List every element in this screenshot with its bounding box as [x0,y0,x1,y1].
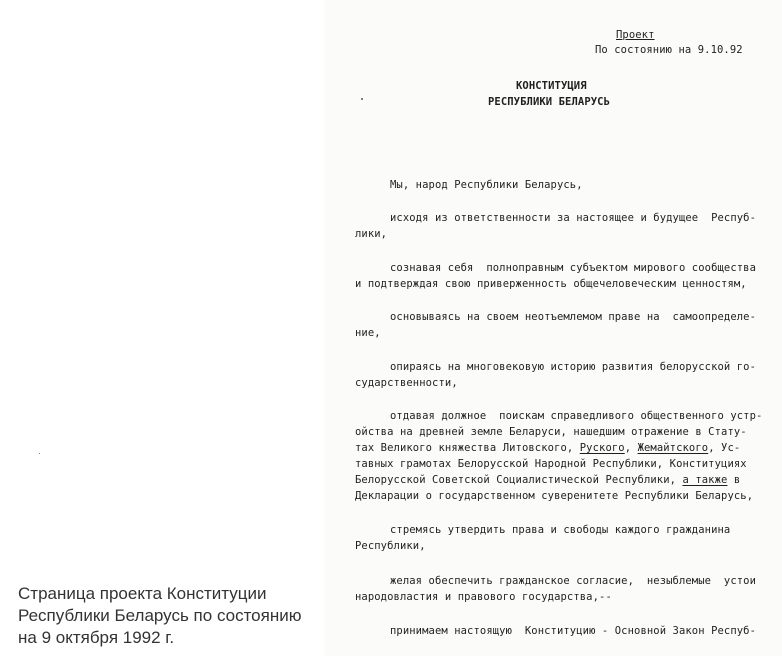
preamble-line: ойства на древней земле Беларуси, нашедшим отражение в Стату- [355,426,747,438]
preamble-line: желая обеспечить гражданское согласие, незыблемые устои [390,575,757,587]
caption-line: на 9 октября 1992 г. [18,628,175,647]
preamble-line: и подтверждая свою приверженность общечеловеческим ценностям, [355,278,747,290]
preamble-line: стремясь утвердить права и свободы каждого гражданина [390,524,731,536]
preamble-line: тах Великого княжества Литовского, Руского, Жемайтского, Ус- [355,442,741,454]
preamble-line: лики, [355,228,388,240]
image-caption [18,583,323,649]
preamble-line: Мы, народ Республики Беларусь, [390,179,583,191]
document-page-scan [325,0,782,656]
preamble-line: ние, [355,327,381,339]
scan-speck [361,98,363,100]
preamble-line: основываясь на своем неотъемлемом праве на самоопределе- [390,311,757,323]
draft-label: Проект [616,29,655,41]
preamble-line: Декларации о государственном суверенитете Республики Беларусь, [355,490,754,502]
preamble-line: сознавая себя полноправным субъектом мирового сообщества [390,262,757,274]
preamble-line: исходя из ответственности за настоящее и будущее Респуб- [390,212,757,224]
preamble-line: Республики, [355,540,426,552]
caption-line: Страница проекта Конституции [18,584,267,603]
caption-line: Республики Беларусь по состоянию [18,606,302,625]
scan-speck [39,453,40,454]
preamble-line: принимаем настоящую Конституцию - Основной Закон Респуб- [390,625,757,637]
preamble-line: тавных грамотах Белорусской Народной Республики, Конституциях [355,458,747,470]
preamble-line: сударственности, [355,377,458,389]
title-line-2: РЕСПУБЛИКИ БЕЛАРУСЬ [488,96,611,108]
status-date: По состоянию на 9.10.92 [595,44,743,56]
preamble-line: опираясь на многовековую историю развития белорусской го- [390,361,757,373]
preamble-line: отдавая должное поискам справедливого общественного устр- [390,410,763,422]
preamble-line: Белорусской Советской Социалистической Республики, а также в [355,474,741,486]
title-line-1: КОНСТИТУЦИЯ [516,80,587,92]
preamble-line: народовластия и правового государства,-- [355,591,612,603]
